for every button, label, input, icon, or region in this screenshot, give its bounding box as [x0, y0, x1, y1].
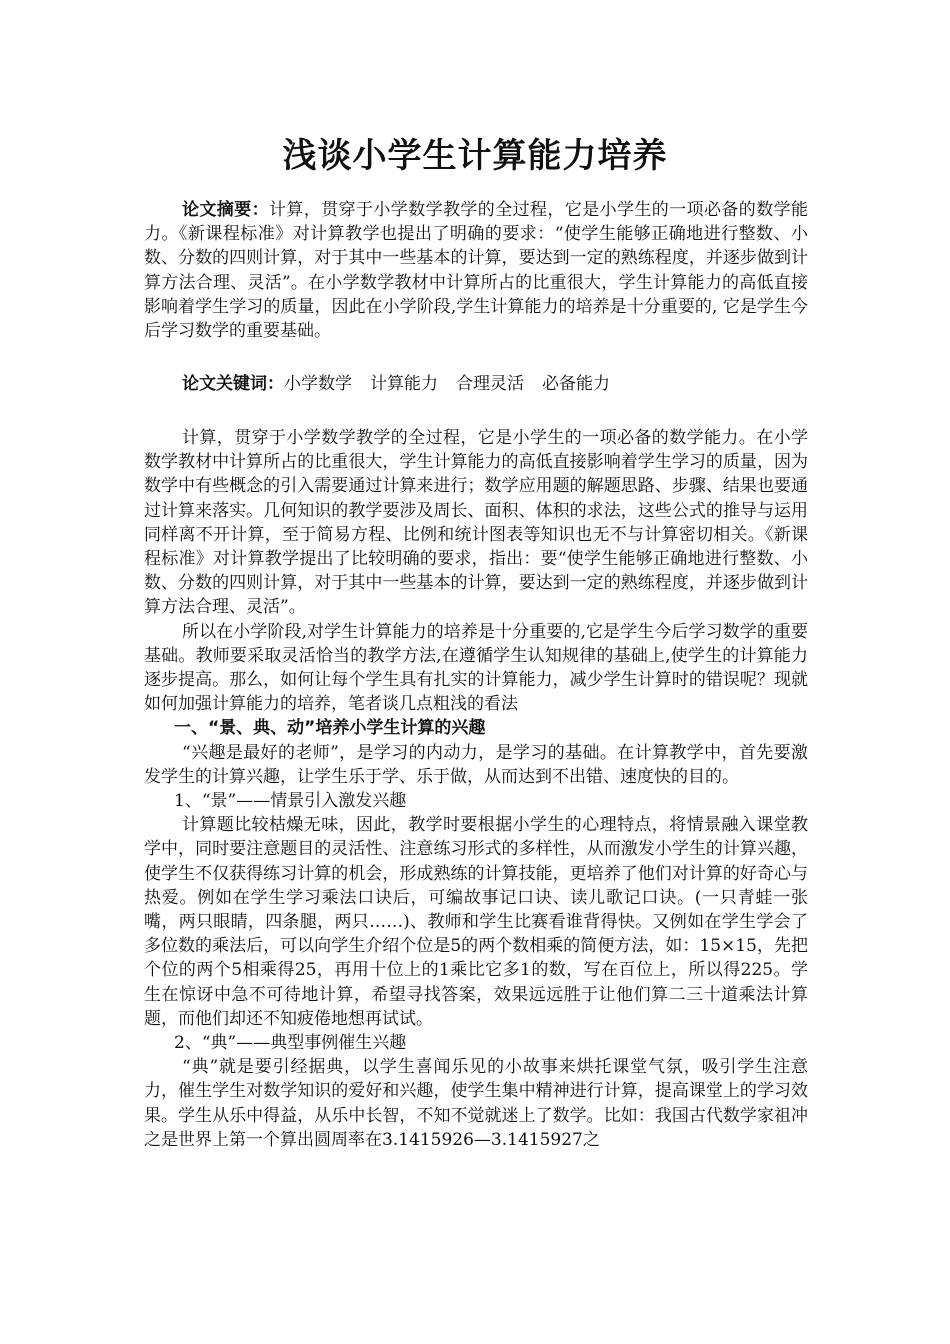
body-paragraph: “典”就是要引经据典，以学生喜闻乐见的小故事来烘托课堂气氛，吸引学生注意力，催生学生对数学知识的爱好和兴趣，使学生集中精神进行计算，提高课堂上的学习效果。学生从乐中得益，从乐中长智，不知不觉就迷上了数学。比如：我国古代数学家祖冲之是世界上第一个算出圆周率在3.1415926—3.1415927之: [144, 1057, 808, 1150]
keywords-section: [144, 372, 808, 396]
page-title: 浅谈小学生计算能力培养: [282, 136, 668, 176]
body-section: [144, 426, 808, 1152]
subsection-heading: 2、“典”——典型事例催生兴趣: [174, 1033, 407, 1054]
body-paragraph: 计算，贯穿于小学数学教学的全过程，它是小学生的一项必备的数学能力。在小学数学教材中计算所占的比重很大，学生计算能力的高低直接影响着学生学习的质量，因为数学中有些概念的引入需要通过计算来进行；数学应用题的解题思路、步骤、结果也要通过计算来落实。几何知识的教学要涉及周长、面积、体积的求法，这些公式的推导与运用同样离不开计算，至于简易方程、比例和统计图表等知识也无不与计算密切相关。《新课程标准》对计算教学提出了比较明确的要求，指出：要“使学生能够正确地进行整数、小数、分数的四则计算，对于其中一些基本的计算，要达到一定的熟练程度，并逐步做到计算方法合理、灵活”。: [144, 428, 808, 618]
keyword-item: 小学数学: [284, 374, 352, 394]
body-paragraph: “兴趣是最好的老师”，是学习的内动力，是学习的基础。在计算教学中，首先要激发学生的计算兴趣，让学生乐于学、乐于做，从而达到不出错、速度快的目的。: [144, 742, 808, 787]
abstract-label: 论文摘要：: [182, 200, 269, 220]
keywords-label: 论文关键词：: [182, 374, 284, 394]
body-paragraph: 所以在小学阶段,对学生计算能力的培养是十分重要的,它是学生今后学习数学的重要基础。教师要采取灵活恰当的教学方法,在遵循学生认知规律的基础上,使学生的计算能力逐步提高。那么，如何让每个学生具有扎实的计算能力，减少学生计算时的错误呢？现就如何加强计算能力的培养，笔者谈几点粗浅的看法: [144, 621, 808, 715]
keyword-item: 计算能力: [370, 374, 438, 394]
keyword-item: 必备能力: [542, 374, 610, 394]
keyword-item: 合理灵活: [456, 374, 524, 394]
abstract-paragraph: [144, 198, 808, 343]
section-heading: 一、“景、典、动”培养小学生计算的兴趣: [174, 718, 486, 739]
abstract-section: [144, 198, 808, 343]
subsection-heading: 1、“景”——情景引入激发兴趣: [174, 791, 407, 812]
abstract-text: 计算，贯穿于小学数学教学的全过程，它是小学生的一项必备的数学能力。《新课程标准》对计算教学也提出了明确的要求：“使学生能够正确地进行整数、小数、分数的四则计算，对于其中一些基本的计算，要达到一定的熟练程度，并逐步做到计算方法合理、灵活”。在小学数学教材中计算所占的比重很大，学生计算能力的高低直接影响着学生学习的质量，因此在小学阶段,学生计算能力的培养是十分重要的, 它是学生今后学习数学的重要基础。: [144, 200, 808, 342]
body-paragraph: 计算题比较枯燥无味，因此，教学时要根据小学生的心理特点，将情景融入课堂教学中，同时要注意题目的灵活性、注意练习形式的多样性，从而激发小学生的计算兴趣，使学生不仅获得练习计算的机会，形成熟练的计算技能，更培养了他们对计算的好奇心与热爱。例如在学生学习乘法口诀后，可编故事记口诀、读儿歌记口诀。(一只青蛙一张嘴，两只眼睛，四条腿，两只……)、教师和学生比赛看谁背得快。又例如在学生学会了多位数的乘法后，可以向学生介绍个位是5的两个数相乘的简便方法，如：15×15，先把个位的两个5相乘得25，再用十位上的1乘比它多1的数，写在百位上，所以得225。学生在惊讶中急不可待地计算，希望寻找答案，效果远远胜于让他们算二三十道乘法计算题，而他们却还不知疲倦地想再试试。: [144, 815, 808, 1029]
